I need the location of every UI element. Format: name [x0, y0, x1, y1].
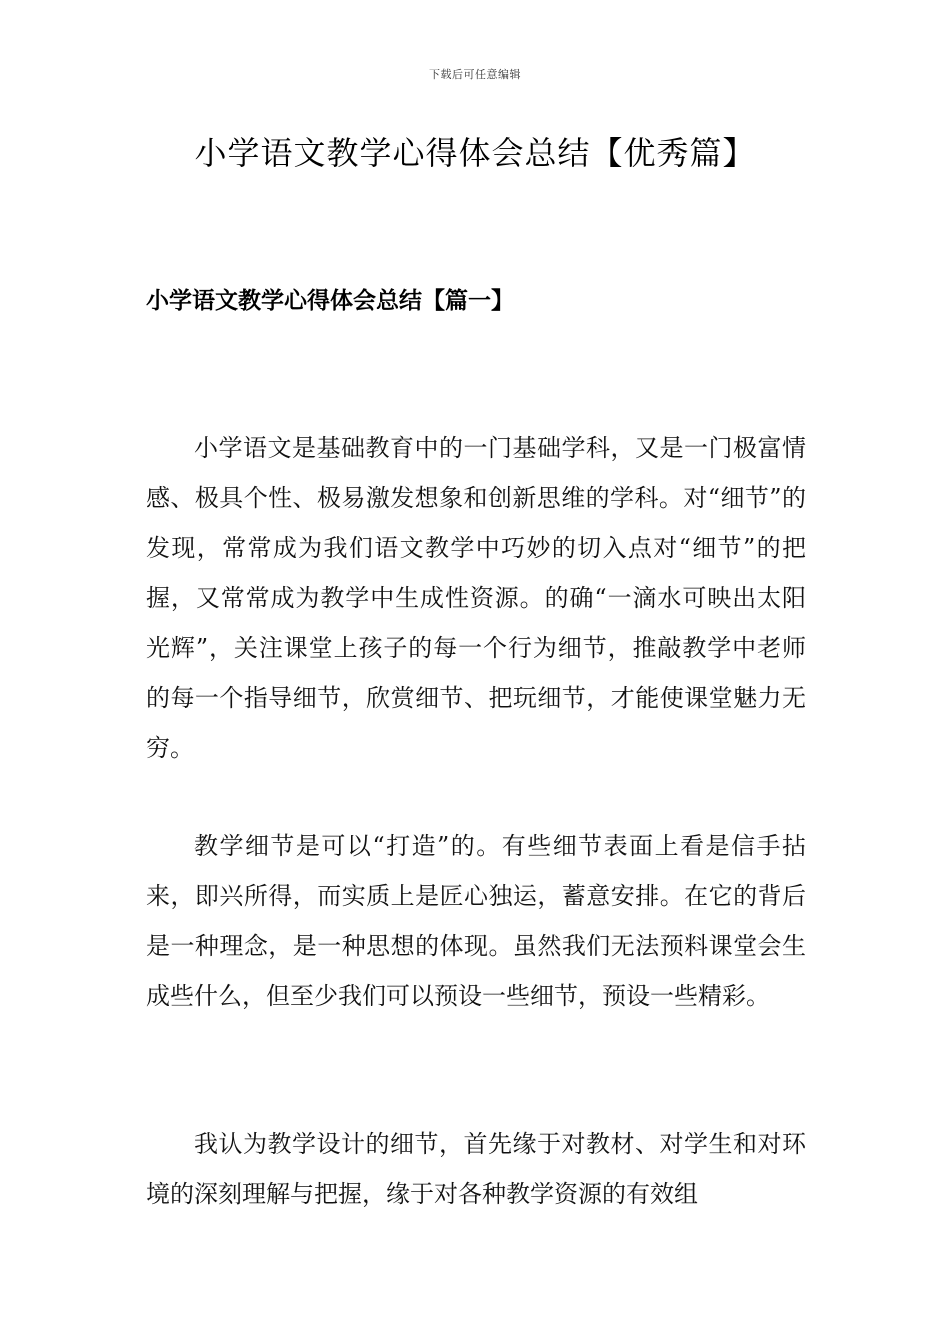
- paragraph-2: 教学细节是可以“打造”的。有些细节表面上看是信手拈来，即兴所得，而实质上是匠心独运，蓄意安排。在它的背后是一种理念，是一种思想的体现。虽然我们无法预料课堂会生成些什么，但至少我们可以预设一些细节，预设一些精彩。: [146, 832, 806, 1010]
- section-heading: 小学语文教学心得体会总结【篇一】: [146, 288, 514, 314]
- paragraph-1: 小学语文是基础教育中的一门基础学科，又是一门极富情感、极具个性、极易激发想象和创新思维的学科。对“细节”的发现，常常成为我们语文教学中巧妙的切入点对“细节”的把握，又常常成为教学中生成性资源。的确“一滴水可映出太阳光辉”，关注课堂上孩子的每一个行为细节，推敲教学中老师的每一个指导细节，欣赏细节、把玩细节，才能使课堂魅力无穷。: [146, 434, 806, 762]
- paragraph-3: 我认为教学设计的细节，首先缘于对教材、对学生和对环境的深刻理解与把握，缘于对各种教学资源的有效组: [146, 1130, 806, 1208]
- document-title: 小学语文教学心得体会总结【优秀篇】: [194, 134, 756, 172]
- header-note: 下载后可任意编辑: [429, 68, 521, 81]
